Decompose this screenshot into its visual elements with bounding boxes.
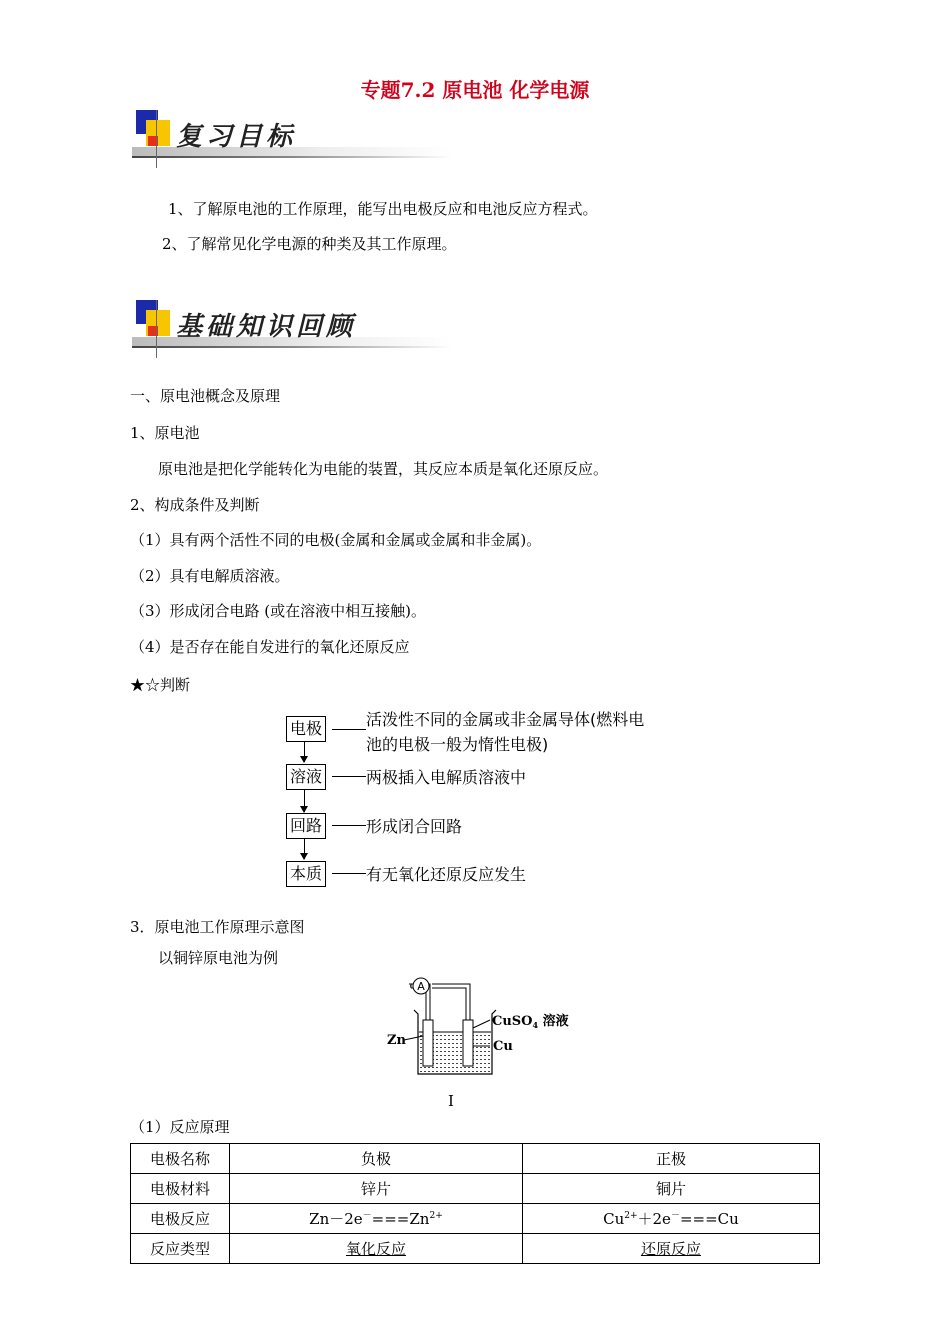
table-cell: 正极 (522, 1144, 819, 1174)
positive-reaction: $Cu^{2+}+2e^-===Cu$ (522, 1204, 819, 1234)
diagram-caption: I (448, 1092, 454, 1110)
heading-reaction-principle: （1）反应原理 (130, 1118, 230, 1136)
table-cell: 负极 (230, 1144, 523, 1174)
condition-1: （1）具有两个活性不同的电极(金属和金属或金属和非金属)。 (130, 531, 542, 549)
heading-1-2: 2、构成条件及判断 (130, 496, 260, 514)
flow-box-essence: 本质 (286, 861, 326, 887)
table-cell: 锌片 (230, 1174, 523, 1204)
condition-4: （4）是否存在能自发进行的氧化还原反应 (130, 638, 410, 656)
table-cell: 反应类型 (131, 1234, 230, 1264)
reaction-table (130, 1143, 820, 1264)
heading-1: 一、原电池概念及原理 (130, 387, 281, 405)
table-cell: 还原反应 (522, 1234, 819, 1264)
judge-label: ★☆判断 (130, 676, 191, 694)
flow-text-electrode-b: 池的电极一般为惰性电极) (366, 735, 549, 754)
cu-zn-cell-diagram (380, 970, 580, 1110)
cu-electrode (463, 1020, 473, 1066)
condition-3: （3）形成闭合电路 (或在溶液中相互接触)。 (130, 602, 427, 620)
heading-1-1: 1、原电池 (130, 424, 200, 442)
flow-box-electrode: 电极 (286, 716, 326, 742)
flow-box-solution: 溶液 (286, 764, 326, 790)
zn-electrode (423, 1020, 433, 1066)
table-row (131, 1144, 820, 1174)
example-text: 以铜锌原电池为例 (158, 949, 279, 967)
table-cell: 铜片 (522, 1174, 819, 1204)
banner-text: 基础知识回顾 (176, 312, 357, 342)
table-cell: 电极反应 (131, 1204, 230, 1234)
definition-text: 原电池是把化学能转化为电能的装置，其反应本质是氧化还原反应。 (158, 460, 609, 478)
flow-text-solution: 两极插入电解质溶液中 (366, 768, 527, 787)
section-banner-objectives (132, 110, 462, 168)
table-cell: 电极名称 (131, 1144, 230, 1174)
objective-1: 1、了解原电池的工作原理，能写出电极反应和电池反应方程式。 (168, 200, 598, 218)
flow-box-circuit: 回路 (286, 813, 326, 839)
table-row (131, 1174, 820, 1204)
objective-2: 2、了解常见化学电源的种类及其工作原理。 (162, 235, 457, 253)
cu-label: Cu (493, 1039, 513, 1054)
negative-reaction: $Zn-2e^-===Zn^{2+}$ (230, 1204, 523, 1234)
flow-text-essence: 有无氧化还原反应发生 (366, 865, 527, 884)
table-row (131, 1204, 820, 1234)
table-cell: 氧化反应 (230, 1234, 523, 1264)
condition-2: （2）具有电解质溶液。 (130, 567, 290, 585)
ammeter-label: A (417, 980, 425, 993)
banner-text: 复习目标 (176, 122, 297, 152)
table-cell: 电极材料 (131, 1174, 230, 1204)
table-row (131, 1234, 820, 1264)
zn-label: Zn (387, 1033, 406, 1048)
cuso4-label: CuSO$_4$ 溶液 (492, 1014, 569, 1030)
flow-text-circuit: 形成闭合回路 (366, 817, 463, 836)
section-banner-basics (132, 300, 462, 358)
page-title: 专题7.2 原电池 化学电源 (360, 78, 590, 102)
flow-text-electrode-a: 活泼性不同的金属或非金属导体(燃料电 (366, 710, 645, 729)
heading-1-3: 3．原电池工作原理示意图 (130, 918, 305, 936)
